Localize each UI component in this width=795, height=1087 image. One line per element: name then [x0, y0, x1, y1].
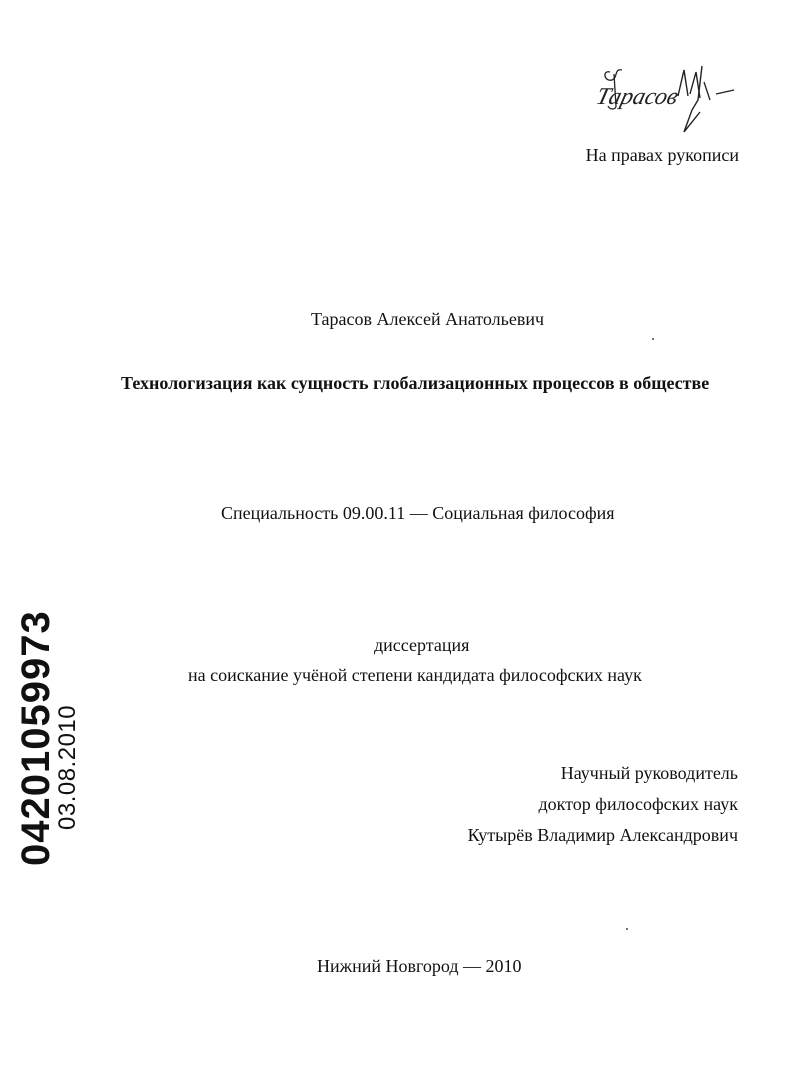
- scan-speck: [652, 338, 654, 340]
- archive-stamp-number: 04201059973: [14, 610, 58, 866]
- manuscript-rights-label: На правах рукописи: [585, 145, 739, 165]
- degree-purpose: на соискание учёной степени кандидата философских наук: [188, 665, 642, 685]
- author-signature: [592, 60, 742, 140]
- supervisor-degree: доктор философских наук: [538, 794, 738, 814]
- city-year: Нижний Новгород — 2010: [317, 956, 522, 976]
- signature-handwriting: Тарасов: [593, 83, 682, 110]
- supervisor-role: Научный руководитель: [560, 763, 738, 783]
- scan-speck: [626, 928, 628, 930]
- supervisor-name: Кутырёв Владимир Александрович: [467, 825, 738, 845]
- author-name: Тарасов Алексей Анатольевич: [310, 309, 545, 329]
- document-type: диссертация: [374, 635, 470, 655]
- specialty-line: Специальность 09.00.11 — Социальная философия: [221, 503, 615, 523]
- thesis-title: Технологизация как сущность глобализационных процессов в обществе: [121, 373, 710, 393]
- archive-stamp-date: 03.08.2010: [54, 704, 81, 830]
